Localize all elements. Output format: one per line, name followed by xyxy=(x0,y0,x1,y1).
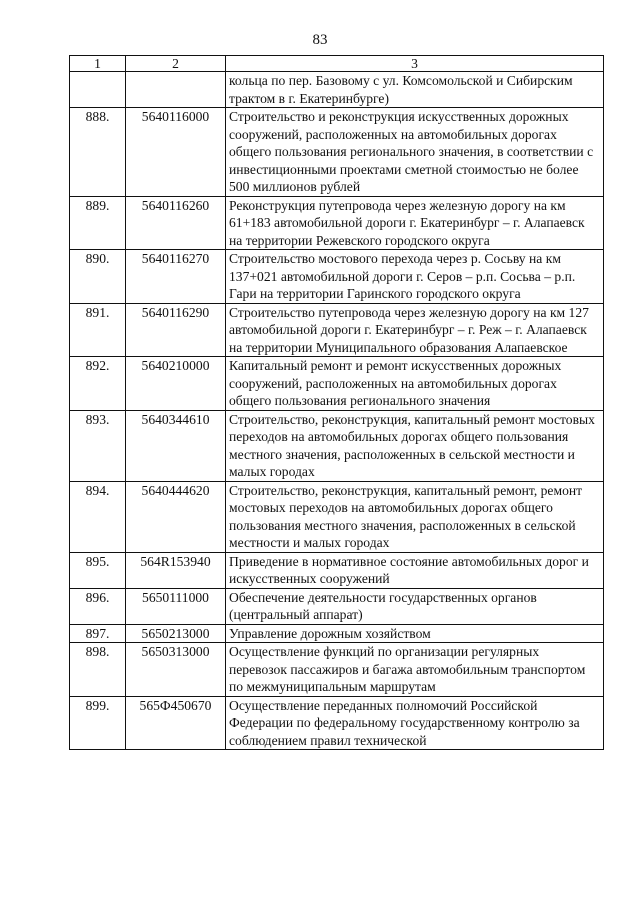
row-number: 895. xyxy=(70,552,126,588)
row-code: 5640344610 xyxy=(126,410,226,481)
table-row xyxy=(70,624,604,643)
row-number: 891. xyxy=(70,303,126,357)
budget-table xyxy=(69,55,604,750)
row-number: 890. xyxy=(70,250,126,304)
row-description: Управление дорожным хозяйством xyxy=(226,624,604,643)
row-code: 564R153940 xyxy=(126,552,226,588)
table-row xyxy=(70,643,604,697)
table-row xyxy=(70,196,604,250)
row-description: Осуществление переданных полномочий Российской Федерации по федеральному государственному контролю за соблюдением правил технической xyxy=(226,696,604,750)
table-row xyxy=(70,303,604,357)
row-number: 893. xyxy=(70,410,126,481)
row-description: Приведение в нормативное состояние автомобильных дорог и искусственных сооружений xyxy=(226,552,604,588)
row-description: Реконструкция путепровода через железную дорогу на км 61+183 автомобильной дороги г. Екатеринбург – г. Алапаевск на территории Режевского городского округа xyxy=(226,196,604,250)
row-number: 888. xyxy=(70,108,126,197)
row-code: 5640116000 xyxy=(126,108,226,197)
table-row xyxy=(70,357,604,411)
table-row xyxy=(70,108,604,197)
row-code: 5640116270 xyxy=(126,250,226,304)
row-code: 5640210000 xyxy=(126,357,226,411)
row-number: 899. xyxy=(70,696,126,750)
table-row xyxy=(70,250,604,304)
table-row xyxy=(70,588,604,624)
table-header-row xyxy=(70,56,604,72)
row-number: 898. xyxy=(70,643,126,697)
header-col-3: 3 xyxy=(226,56,604,72)
row-code: 5650213000 xyxy=(126,624,226,643)
row-number: 889. xyxy=(70,196,126,250)
row-description: Обеспечение деятельности государственных органов (центральный аппарат) xyxy=(226,588,604,624)
row-description: кольца по пер. Базовому с ул. Комсомольской и Сибирским трактом в г. Екатеринбурге) xyxy=(226,72,604,108)
row-code: 5640116260 xyxy=(126,196,226,250)
row-number: 892. xyxy=(70,357,126,411)
header-col-1: 1 xyxy=(70,56,126,72)
row-number: 894. xyxy=(70,481,126,552)
row-number xyxy=(70,72,126,108)
row-description: Капитальный ремонт и ремонт искусственных дорожных сооружений, расположенных на автомобильных дорогах общего пользования регионального значения xyxy=(226,357,604,411)
row-code: 5640116290 xyxy=(126,303,226,357)
row-code: 5640444620 xyxy=(126,481,226,552)
row-number: 896. xyxy=(70,588,126,624)
row-number: 897. xyxy=(70,624,126,643)
table-row xyxy=(70,552,604,588)
row-code xyxy=(126,72,226,108)
table-row xyxy=(70,410,604,481)
row-code: 5650111000 xyxy=(126,588,226,624)
row-description: Строительство, реконструкция, капитальный ремонт мостовых переходов на автомобильных дорогах общего пользования местного значения, расположенных в сельской местности и малых городах xyxy=(226,410,604,481)
header-col-2: 2 xyxy=(126,56,226,72)
row-code: 565Ф450670 xyxy=(126,696,226,750)
table-row xyxy=(70,481,604,552)
row-description: Строительство и реконструкция искусственных дорожных сооружений, расположенных на автомобильных дорогах общего пользования регионального значения, в соответствии с инвестиционными проектами сметной стоимостью не более 500 миллионов рублей xyxy=(226,108,604,197)
row-description: Строительство, реконструкция, капитальный ремонт, ремонт мостовых переходов на автомобильных дорогах общего пользования местного значения, расположенных в сельской местности и малых городах xyxy=(226,481,604,552)
page-number: 83 xyxy=(312,32,328,48)
row-code: 5650313000 xyxy=(126,643,226,697)
row-description: Строительство путепровода через железную дорогу на км 127 автомобильной дороги г. Екатеринбург – г. Реж – г. Алапаевск на территории Муниципального образования Алапаевское xyxy=(226,303,604,357)
table-row xyxy=(70,696,604,750)
row-description: Строительство мостового перехода через р. Сосьву на км 137+021 автомобильной дороги г. Серов – р.п. Сосьва – р.п. Гари на территории Гаринского городского округа xyxy=(226,250,604,304)
row-description: Осуществление функций по организации регулярных перевозок пассажиров и багажа автомобильным транспортом по межмуниципальным маршрутам xyxy=(226,643,604,697)
table-row xyxy=(70,72,604,108)
